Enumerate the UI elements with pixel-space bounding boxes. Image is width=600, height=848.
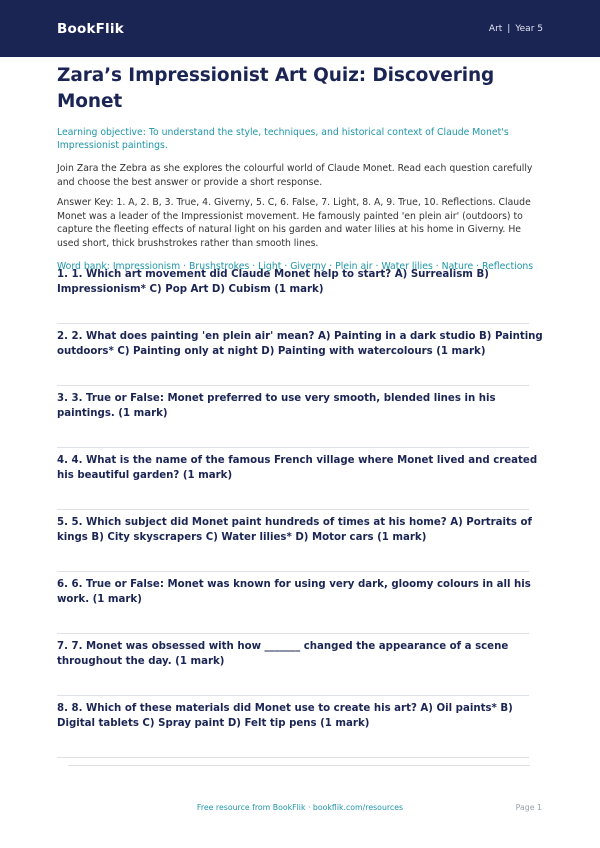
question-list bbox=[57, 267, 543, 763]
question-item bbox=[57, 701, 543, 763]
answer-line[interactable] bbox=[57, 421, 529, 448]
brand-logo-text[interactable]: BookFlik bbox=[57, 20, 124, 37]
year-label: Year 5 bbox=[515, 23, 543, 34]
question-text: 5. 5. Which subject did Monet paint hundreds of times at his home? A) Portraits of kings B) City skyscrapers C) Water lilies* D) Motor cars (1 mark) bbox=[57, 517, 532, 543]
question-text: 7. 7. Monet was obsessed with how _______ changed the appearance of a scene throughout the day. (1 mark) bbox=[57, 641, 509, 667]
answer-key-paragraph: Answer Key: 1. A, 2. B, 3. True, 4. Giverny, 5. C, 6. False, 7. Light, 8. A, 9. True, 10. Reflections. Claude Monet was a leader of the Impressionist movement. He famously painted 'en plein air' (outdoors) to capture the fleeting effects of natural light on his garden and water lilies at his home in Giverny. He used short, thick brushstrokes rather than smooth lines. bbox=[57, 197, 531, 249]
answer-line[interactable] bbox=[57, 731, 529, 758]
footer-divider bbox=[68, 765, 530, 766]
learning-objective: Learning objective: To understand the style, techniques, and historical context of Claude Monet's Impressionist paintings. bbox=[57, 127, 509, 151]
footer-source-text[interactable]: Free resource from BookFlik · bookflik.com/resources bbox=[196, 803, 404, 812]
question-text: 4. 4. What is the name of the famous French village where Monet lived and created his beautiful garden? (1 mark) bbox=[57, 455, 538, 481]
intro-paragraph: Join Zara the Zebra as she explores the colourful world of Claude Monet. Read each question carefully and choose the best answer or provide a short response. bbox=[57, 163, 533, 188]
subject-label: Art bbox=[488, 23, 503, 34]
question-text: 3. 3. True or False: Monet preferred to use very smooth, blended lines in his paintings. (1 mark) bbox=[57, 393, 496, 419]
question-item bbox=[57, 515, 543, 577]
page-header bbox=[0, 0, 600, 57]
answer-line[interactable] bbox=[57, 669, 529, 696]
question-text: 8. 8. Which of these materials did Monet use to create his art? A) Oil paints* B) Digital tablets C) Spray paint D) Felt tip pens (1 mark) bbox=[57, 703, 513, 729]
worksheet-intro bbox=[57, 63, 543, 273]
question-item bbox=[57, 391, 543, 453]
page-number: Page 1 bbox=[515, 803, 542, 812]
page-title: Zara’s Impressionist Art Quiz: Discovering Monet bbox=[57, 65, 495, 112]
question-item bbox=[57, 267, 543, 329]
question-item bbox=[57, 639, 543, 701]
question-item bbox=[57, 329, 543, 391]
word-bank: Word bank: Impressionism · Brushstrokes · Light · Giverny · Plein air · Water lilies · Nature · Reflections bbox=[57, 261, 534, 272]
meta-separator: | bbox=[507, 23, 511, 34]
answer-line[interactable] bbox=[57, 297, 529, 324]
question-text: 2. 2. What does painting 'en plein air' mean? A) Painting in a dark studio B) Painting outdoors* C) Painting only at night D) Painting with watercolours (1 mark) bbox=[57, 331, 543, 357]
question-text: 6. 6. True or False: Monet was known for using very dark, gloomy colours in all his work. (1 mark) bbox=[57, 579, 531, 605]
question-item bbox=[57, 453, 543, 515]
question-item bbox=[57, 577, 543, 639]
answer-line[interactable] bbox=[57, 359, 529, 386]
answer-line[interactable] bbox=[57, 483, 529, 510]
subject-year-label bbox=[489, 24, 543, 34]
answer-line[interactable] bbox=[57, 545, 529, 572]
question-text: 1. 1. Which art movement did Claude Monet help to start? A) Surrealism B) Impressionism* C) Pop Art D) Cubism (1 mark) bbox=[57, 269, 489, 295]
answer-line[interactable] bbox=[57, 607, 529, 634]
